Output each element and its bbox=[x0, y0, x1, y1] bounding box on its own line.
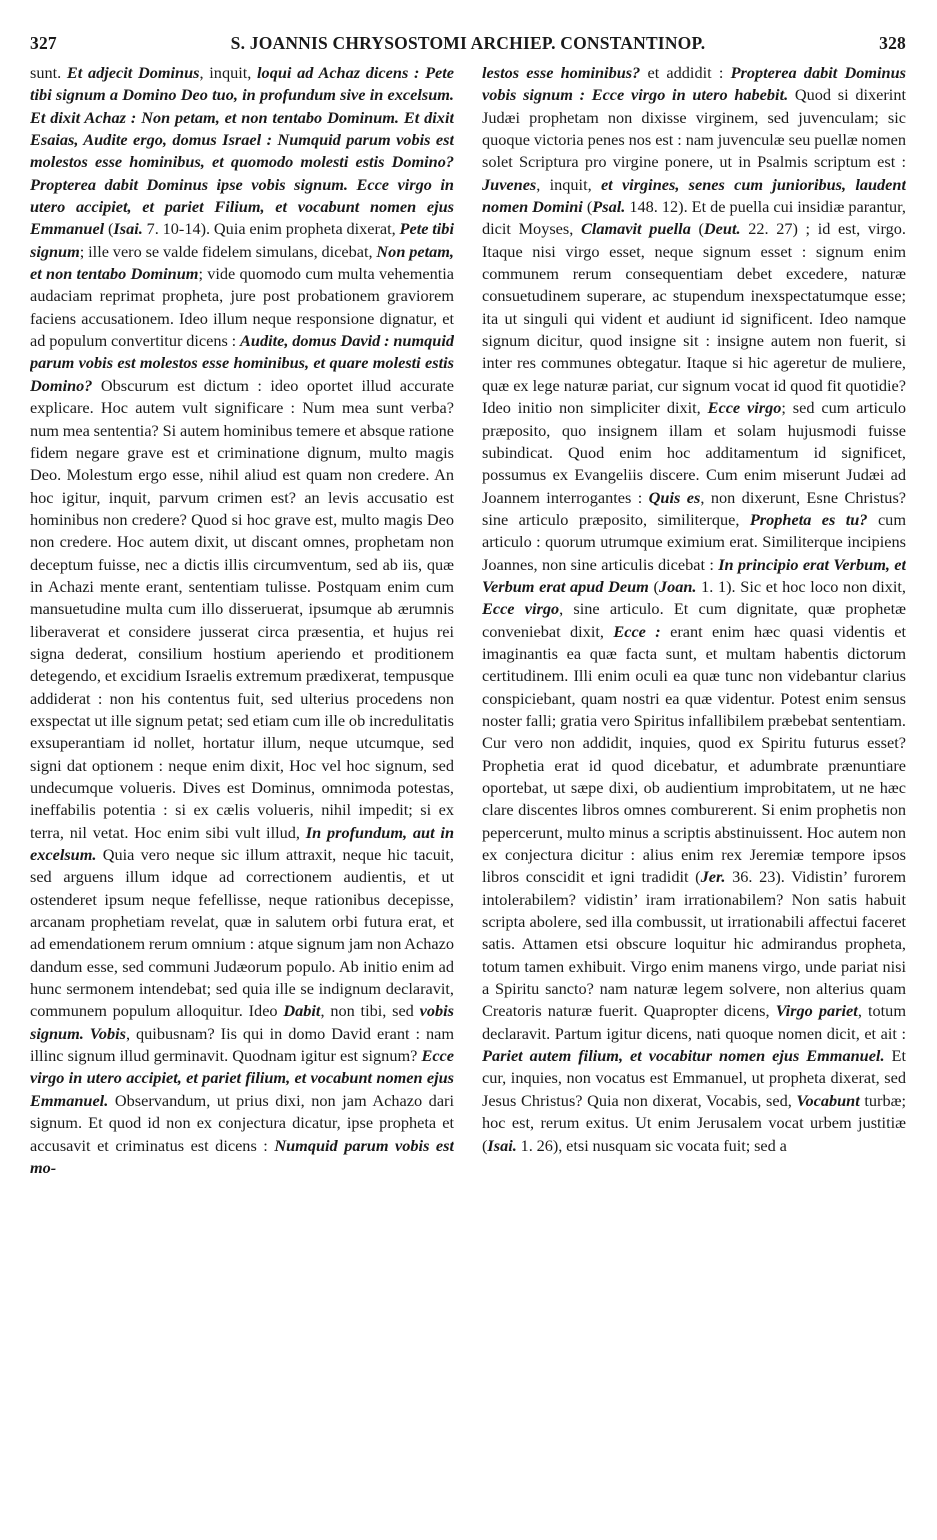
text-run: , quibusnam? Iis qui in domo David erant : nam illinc signum illud germinavit. Quodnam igitur est signum? bbox=[30, 1023, 454, 1066]
italic-text-run: Joan. bbox=[658, 576, 697, 596]
text-run: et addidit : bbox=[640, 63, 731, 82]
text-run: 1. 1). Sic et hoc loco non dixit, bbox=[696, 576, 906, 596]
text-column-left bbox=[30, 62, 454, 1532]
italic-text-run: Propterea dabit Dominus vobis signum : Ecce virgo in utero habebit. bbox=[482, 63, 906, 105]
text-run: ; ille vero se valde fidelem simulans, dicebat, bbox=[79, 241, 377, 261]
italic-text-run: Pete tibi signum bbox=[30, 219, 454, 261]
text-run: Et cur, inquies, non vocatus est Emmanuel, ut propheta dixerat, sed Jesus Christus? Quia non dixerat, Vocabis, sed, bbox=[482, 1046, 906, 1110]
text-column-right bbox=[482, 62, 906, 1532]
italic-text-run: Audite, domus David : numquid parum vobis est molestos esse hominibus, et quare molesti estis Domino? bbox=[30, 331, 454, 395]
text-run: 22. 27) ; id est, virgo. Itaque nisi virgo esset, neque signum esset : signum enim communem rerum consequentiam debet excedere, naturæ consuetudinem superare, ac stupendum inexspectatumque esse; ita ut singuli qui vident et audiunt id significent. Ideo namque signum dicitur, quod insigne sit : insigne autem non fuerit, si inter res communes obtegatur. Itaque si hic ageretur de muliere, quæ ex lege naturæ pariat, cur signum vocat id quod fit quotidie? Ideo initio non simpliciter dixit, bbox=[482, 219, 906, 418]
italic-text-run: Non petam, et non tentabo Dominum bbox=[30, 241, 454, 284]
page-number-left: 327 bbox=[30, 33, 57, 53]
text-run: cum articulo : quorum utrumque eximium erat. Similiterque incipiens Joannes, non sine articulis dicebat : bbox=[482, 509, 906, 574]
text-run: ; sed cum articulo præposito, quo insignem illam et solam hujusmodi fuisse subindicat. Quod enim hoc additamentum id significet, possumus ex Evangeliis discere. Cum enim miserunt Judæi ad Joannem interrogantes : bbox=[482, 398, 906, 507]
text-run: ( bbox=[104, 219, 114, 239]
italic-text-run: Isai. bbox=[113, 219, 143, 239]
italic-text-run: Virgo pariet bbox=[775, 1001, 858, 1021]
text-run: ; vide quomodo cum multa vehementia audaciam reprimat propheta, jure post probationem graviorem faciens accusationem. Ideo illum neque responsione dignatur, et ad populum convertitur dicens : bbox=[30, 264, 454, 351]
text-run: turbæ; hoc est, rerum exitus. Ut enim Jerusalem vocat urbem justitiæ ( bbox=[482, 1090, 906, 1155]
italic-text-run: Et adjecit Dominus bbox=[66, 63, 200, 82]
italic-text-run: vobis signum. Vobis bbox=[30, 1001, 454, 1043]
text-run: , inquit, bbox=[199, 63, 258, 82]
italic-text-run: et virgines, senes cum junioribus, laudent nomen Domini bbox=[482, 174, 906, 217]
text-run: 7. 10-14). Quia enim propheta dixerat, bbox=[142, 219, 400, 239]
italic-text-run: Jer. bbox=[700, 867, 726, 887]
italic-text-run: Deut. bbox=[703, 219, 741, 239]
text-run: 1. 26), etsi nusquam sic vocata fuit; sed a bbox=[516, 1135, 787, 1155]
text-run: , totum declaravit. Partum igitur dicens, nati quoque nomen dicit, et ait : bbox=[482, 1001, 906, 1043]
italic-text-run: Vocabunt bbox=[796, 1090, 860, 1110]
italic-text-run: Ecce virgo bbox=[482, 599, 560, 619]
text-run: Quod si dixerint Judæi prophetam non dixisse virginem, sed juvenculam; sic quoque victoria penes nos est : nam juvenculæ seu puellæ nomen solet Scriptura pro virgine ponere, ut in Psalmis scriptum est : bbox=[482, 85, 906, 172]
running-header bbox=[30, 33, 906, 61]
italic-text-run: Propheta es tu? bbox=[749, 509, 868, 529]
text-run: Observandum, ut prius dixi, non jam Achazo dari signum. Et quod id non ex conjectura dicatur, ipse propheta et accusavit et criminatus est dicens : bbox=[30, 1090, 454, 1155]
italic-text-run: Psal. bbox=[592, 197, 626, 217]
italic-text-run: Juvenes bbox=[482, 174, 537, 194]
text-run: 148. 12). Et de puella cui insidiæ parantur, dicit Moyses, bbox=[482, 197, 906, 239]
text-run: , inquit, bbox=[536, 174, 601, 194]
italic-text-run: Ecce virgo bbox=[707, 398, 782, 418]
italic-text-run: Ecce virgo in utero accipiet, et pariet filium, et vocabunt nomen ejus Emmanuel. bbox=[30, 1046, 454, 1110]
text-run: ( bbox=[582, 197, 593, 217]
column-paragraph bbox=[482, 62, 906, 1157]
italic-text-run: loqui ad Achaz dicens : Pete tibi signum a Domino Deo tuo, in profundum sive in excelsum. Et dixit Achaz : Non petam, et non tentabo Dominum. Et dixit Esaias, Audite ergo, domus Israel : Numquid parum vobis est molestos esse hominibus, et quomodo molesti estis Domino? Propterea dabit Dominus ipse vobis signum. Ecce virgo in utero accipiet, et pariet Filium, et vocabunt nomen ejus Emmanuel bbox=[30, 63, 454, 239]
text-run: Quia vero neque sic illum attraxit, neque hic tacuit, sed arguens illum idque ad correctionem audientis, et ut ostenderet ipsum neque fefellisse, neque rationibus decepisse, arcanam prophetiam revelat, quæ in salutem orbi futura erat, et ad emendationem rerum omnium : atque signum jam non Achazo dandum esse, sed communi Judæorum populo. Ab initio enim ad hunc sermonem intendebat; sed quia ille se indignum declaravit, communem populum alloquitur. Ideo bbox=[30, 845, 454, 1021]
text-run: , sine articulo. Et cum dignitate, quæ prophetæ conveniebat dixit, bbox=[482, 599, 906, 641]
text-run: , non dixerunt, Esne Christus? sine articulo præposito, similiterque, bbox=[482, 487, 906, 529]
text-run: ( bbox=[648, 576, 659, 596]
running-title: S. JOANNIS CHRYSOSTOMI ARCHIEP. CONSTANTINOP. bbox=[230, 33, 706, 53]
italic-text-run: Pariet autem filium, et vocabitur nomen ejus Emmanuel. bbox=[482, 1046, 885, 1066]
text-run: , non tibi, sed bbox=[320, 1001, 420, 1021]
italic-text-run: Isai. bbox=[487, 1135, 517, 1155]
column-paragraph bbox=[30, 62, 454, 1179]
text-run: sunt. bbox=[30, 63, 67, 82]
text-run: ( bbox=[690, 219, 704, 239]
italic-text-run: Numquid parum vobis est mo- bbox=[30, 1135, 454, 1177]
italic-text-run: In profundum, aut in excelsum. bbox=[30, 822, 454, 865]
text-run: Obscurum est dictum : ideo oportet illud accurate explicare. Hoc autem vult significare : Num mea sunt verba? num mea sententia? Si autem hominibus temere et absque ratione fidem negare grave est et criminatione dignum, multo magis Deo. Molestum ergo esse, nihil aliud est quam non credere. An hoc igitur, inquit, parvum crimen est? an levis accusatio est hominibus non credere? Quod si hoc grave est, multo magis Deo non credere. Hoc autem dixit, ut discant omnes, prophetam non deceptum fuisse, nec a dictis illis circumventum, sed ab iis, quæ in Achazi mente erant, sententiam tulisse. Postquam enim cum mansuetudine multa cum illo disseruerat, ipsumque ab ærumnis liberaverat et considere jusserat circa præsentia, et hujus rei signa dederat, consilium hostium aperiendo et proditionem detegendo, et excidium Israelis extremum prædixerat, tempusque addiderat : non his contentus fuit, sed ulterius procedens non exspectat ut ille signum petat; sed etiam cum ille ob incredulitatis exsuperantiam id nollet, hortatur illum, neque utcumque, sed signi dat optionem : neque enim dixit, Hoc vel hoc signum, sed undecumque volueris. Dives est Dominus, omnimoda potestas, ineffabilis potentia : si ex cælis volueris, nihil impedit; si ex terra, nil vetat. Hoc enim sibi vult illud, bbox=[30, 375, 454, 842]
text-run: 36. 23). Vidistin’ furorem intolerabilem? vidistin’ iram irrationabilem? Non satis habuit scripta abolere, sed illa combussit, ut irrationabili affectui faceret satis. Attamen etsi obscure loquitur hic admirandus propheta, totum tamen exhibuit. Virgo enim manens virgo, unde pariat nisi a Spiritu sancto? nam naturæ legem solvere, non alterius quam Creatoris naturæ fuerit. Quapropter dicens, bbox=[482, 867, 906, 1021]
italic-text-run: Ecce : bbox=[613, 621, 661, 641]
text-run: erant enim hæc quasi videntis et imaginantis ea quæ facta sunt, et multam habentis dictorum certitudinem. Illi enim oculi ea quæ tunc non videbantur clarius conspiciebant, quam nostri ea quæ videntur. Potest enim sensus noster falli; gratia vero Spiritus infallibilem præbebat sententiam. Cur vero non addidit, inquies, quod ex Spiritu futurus esset? Prophetia erat id quod dicebatur, et adumbrate prænuntiare oportebat, ut sæpe dixi, ob audientium improbitatem, ut ne hæc clare discentes libros omnes comburerent. Si enim prophetis non pepercerunt, multo minus a scriptis abstinuissent. Hoc autem non ex conjectura dicitur : alius enim rex Jeremiæ tempore ipsos libros conscidit et igni tradidit ( bbox=[482, 621, 906, 887]
italic-text-run: In principio erat Verbum, et Verbum erat apud Deum bbox=[482, 554, 906, 596]
italic-text-run: Quis es bbox=[648, 487, 701, 507]
page-number-right: 328 bbox=[879, 33, 906, 53]
italic-text-run: Dabit bbox=[283, 1001, 321, 1021]
italic-text-run: lestos esse hominibus? bbox=[482, 63, 641, 82]
italic-text-run: Clamavit puella bbox=[580, 219, 691, 239]
